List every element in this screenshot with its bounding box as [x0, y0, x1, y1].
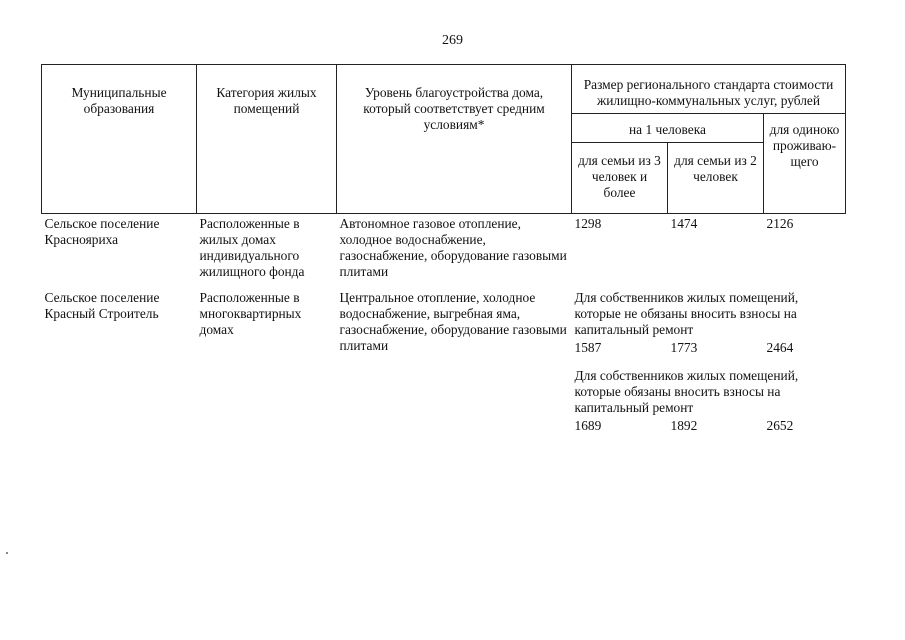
header-single: для одиноко проживаю-щего — [764, 114, 846, 214]
cell-category: Расположенные в жилых домах индивидуального жилищного фонда — [199, 216, 305, 279]
cell-value-family2: 1474 — [670, 216, 698, 231]
group-note: Для собственников жилых помещений, которые обязаны вносить взносы на капитальный ремонт — [574, 368, 799, 415]
page-number: 269 — [442, 33, 463, 48]
cell-value-single: 2652 — [766, 418, 794, 433]
header-municipality: Муниципальные образования — [42, 65, 197, 214]
cell-amenity: Центральное отопление, холодное водоснабжение, выгребная яма, газоснабжение, оборудование газовыми плитами — [339, 290, 567, 353]
header-amenity: Уровень благоустройства дома, который соответствует средним условиям* — [337, 65, 572, 214]
header-family-2: для семьи из 2 человек — [668, 143, 764, 214]
row-spacer — [42, 280, 846, 288]
table-row — [42, 214, 846, 281]
cell-category: Расположенные в многоквартирных домах — [199, 290, 302, 337]
cell-municipality: Сельское поселение Красный Строитель — [44, 290, 160, 321]
header-category: Категория жилых помещений — [197, 65, 337, 214]
cell-value-single: 2464 — [766, 340, 794, 355]
scan-speck — [6, 552, 8, 554]
header-per-person: на 1 человека — [572, 114, 764, 143]
header-standard: Размер регионального стандарта стоимости жилищно-коммунальных услуг, рублей — [572, 65, 846, 114]
tariff-table — [41, 64, 846, 434]
cell-value-family3: 1587 — [574, 340, 602, 355]
cell-value-family2: 1892 — [670, 418, 698, 433]
cell-value-family3: 1298 — [574, 216, 602, 231]
cell-municipality: Сельское поселение Краснояриха — [44, 216, 160, 247]
header-row-1 — [42, 65, 846, 114]
table-row — [42, 288, 846, 338]
cell-value-single: 2126 — [766, 216, 794, 231]
cell-value-family3: 1689 — [574, 418, 602, 433]
group-note: Для собственников жилых помещений, которые не обязаны вносить взносы на капитальный ремонт — [574, 290, 799, 337]
cell-value-family2: 1773 — [670, 340, 698, 355]
cell-amenity: Автономное газовое отопление, холодное водоснабжение, газоснабжение, оборудование газовыми плитами — [339, 216, 567, 279]
header-family-3: для семьи из 3 человек и более — [572, 143, 668, 214]
